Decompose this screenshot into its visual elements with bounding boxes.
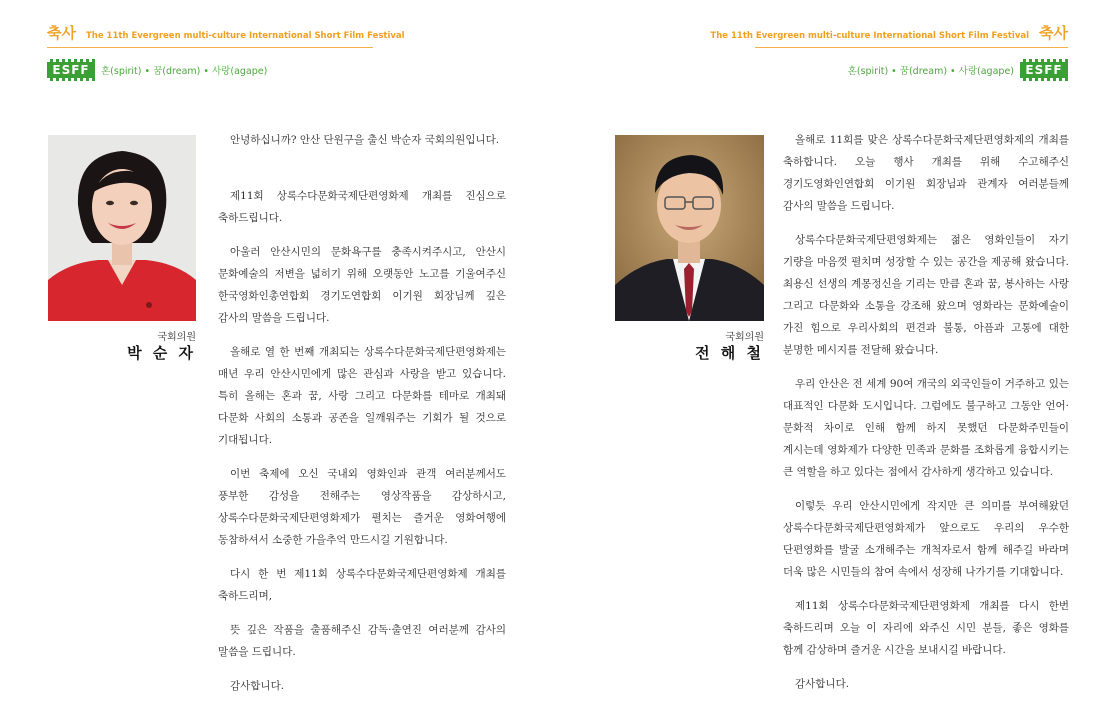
logo-text: ESFF [52,63,90,77]
speech-body [783,129,1069,707]
portrait-photo [48,135,196,321]
esff-logo [47,59,95,81]
speech-paragraph: 올해로 열 한 번째 개최되는 상록수다문화국제단편영화제는 매년 우리 안산시민에게 많은 관심과 사랑을 받고 있습니다. 특히 올해는 혼과 꿈, 사랑 그리고 다문화를 테마로 개최돼 다문화 사회의 소통과 공존을 일깨워주는 기회가 될 것으로 기대됩니다. [218,346,506,446]
portrait-woman-illustration [48,135,196,321]
speech-paragraph: 이번 축제에 오신 국내외 영화인과 관객 여러분께서도 풍부한 감성을 전해주는 영상작품을 감상하시고, 상록수다문화국제단편영화제가 펼치는 즐거운 영화여행에 동참하셔서 소중한 가을추억 만드시길 기원합니다. [218,468,506,546]
speech-paragraph: 상록수다문화국제단편영화제는 젊은 영화인들이 자기 기량을 마음껏 펼치며 성장할 수 있는 공간을 제공해 왔습니다. 최용신 선생의 계몽정신을 기리는 만큼 혼과 꿈, 봉사하는 사랑 그리고 다문화와 소통을 강조해 왔으며 영화라는 문화예술이 가진 힘으로 우리사회의 편견과 불통, 아픔과 고통에 대한 분명한 메시지를 전달해 왔습니다. [783,234,1069,356]
right-page [557,0,1113,710]
speech-paragraph: 제11회 상록수다문화국제단편영화제 개최를 다시 한번 축하드리며 오늘 이 자리에 와주신 시민 분들, 좋은 영화를 함께 감상하며 즐거운 시간을 보내시길 바랍니다. [783,600,1069,656]
esff-logo [1020,59,1068,81]
speech-paragraph: 우리 안산은 전 세계 90여 개국의 외국인들이 거주하고 있는 대표적인 다문화 도시입니다. 그럼에도 불구하고 그동안 언어·문화적 차이로 인해 함께 하지 못했던 다문화주민들이 계시는데 영화제가 다양한 민족과 문화를 조화롭게 융합시키는 큰 역할을 하고 있다는 점에서 감사하게 생각하고 있습니다. [783,378,1069,478]
brand-row [848,59,1068,81]
page-header [710,22,1068,43]
speech-paragraph: 다시 한 번 제11회 상록수다문화국제단편영화제 개최를 축하드리며, [218,568,506,602]
speech-paragraph: 감사합니다. [795,678,850,690]
portrait-photo [615,135,764,321]
speaker-name: 전 해 철 [695,344,764,362]
page-title: 축사 [47,24,76,42]
brand-row [47,59,267,81]
festival-motto: 혼(spirit) • 꿈(dream) • 사랑(agape) [101,66,268,77]
speech-paragraph: 올해로 11회를 맞은 상록수다문화국제단편영화제의 개최를 축하합니다. 오늘 행사 개최를 위해 수고해주신 경기도영화인연합회 이기원 회장님과 관계자 여러분들께 감사의 말씀을 드립니다. [783,134,1069,212]
festival-motto: 혼(spirit) • 꿈(dream) • 사랑(agape) [847,66,1014,77]
speaker-role: 국회의원 [157,332,196,343]
festival-subtitle: The 11th Evergreen multi-culture International Short Film Festival [710,31,1030,41]
speech-body [218,129,506,709]
logo-text: ESFF [1025,63,1063,77]
speech-paragraph: 이렇듯 우리 안산시민에게 작지만 큰 의미를 부여해왔던 상록수다문화국제단편영화제가 앞으로도 우리의 우수한 단편영화를 발굴 소개해주는 개척자로서 함께 해주길 바라며 더욱 많은 시민들의 참여 속에서 성장해 나가기를 기대합니다. [783,500,1069,578]
speech-paragraph: 안녕하십니까? 안산 단원구을 출신 박순자 국회의원입니다. [230,134,500,146]
speech-paragraph: 뜻 깊은 작품을 출품해주신 감독·출연진 여러분께 감사의 말씀을 드립니다. [218,624,506,658]
speech-paragraph: 제11회 상록수다문화국제단편영화제 개최를 진심으로 축하드립니다. [218,190,506,224]
header-rule [47,47,373,48]
speaker-name: 박 순 자 [127,344,196,362]
header-rule [755,47,1068,48]
page-title: 축사 [1039,24,1068,42]
festival-subtitle: The 11th Evergreen multi-culture International Short Film Festival [85,31,405,41]
speech-paragraph: 감사합니다. [230,680,285,692]
left-page [0,0,556,710]
page-header [47,22,405,43]
speaker-role: 국회의원 [725,332,764,343]
speech-paragraph: 아울러 안산시민의 문화욕구를 충족시켜주시고, 안산시 문화예술의 저변을 넓히기 위해 오랫동안 노고를 기울여주신 한국영화인총연합회 경기도연합회 이기원 회장님께 깊은 감사의 말씀을 드립니다. [218,246,506,324]
portrait-man-illustration [615,135,764,321]
